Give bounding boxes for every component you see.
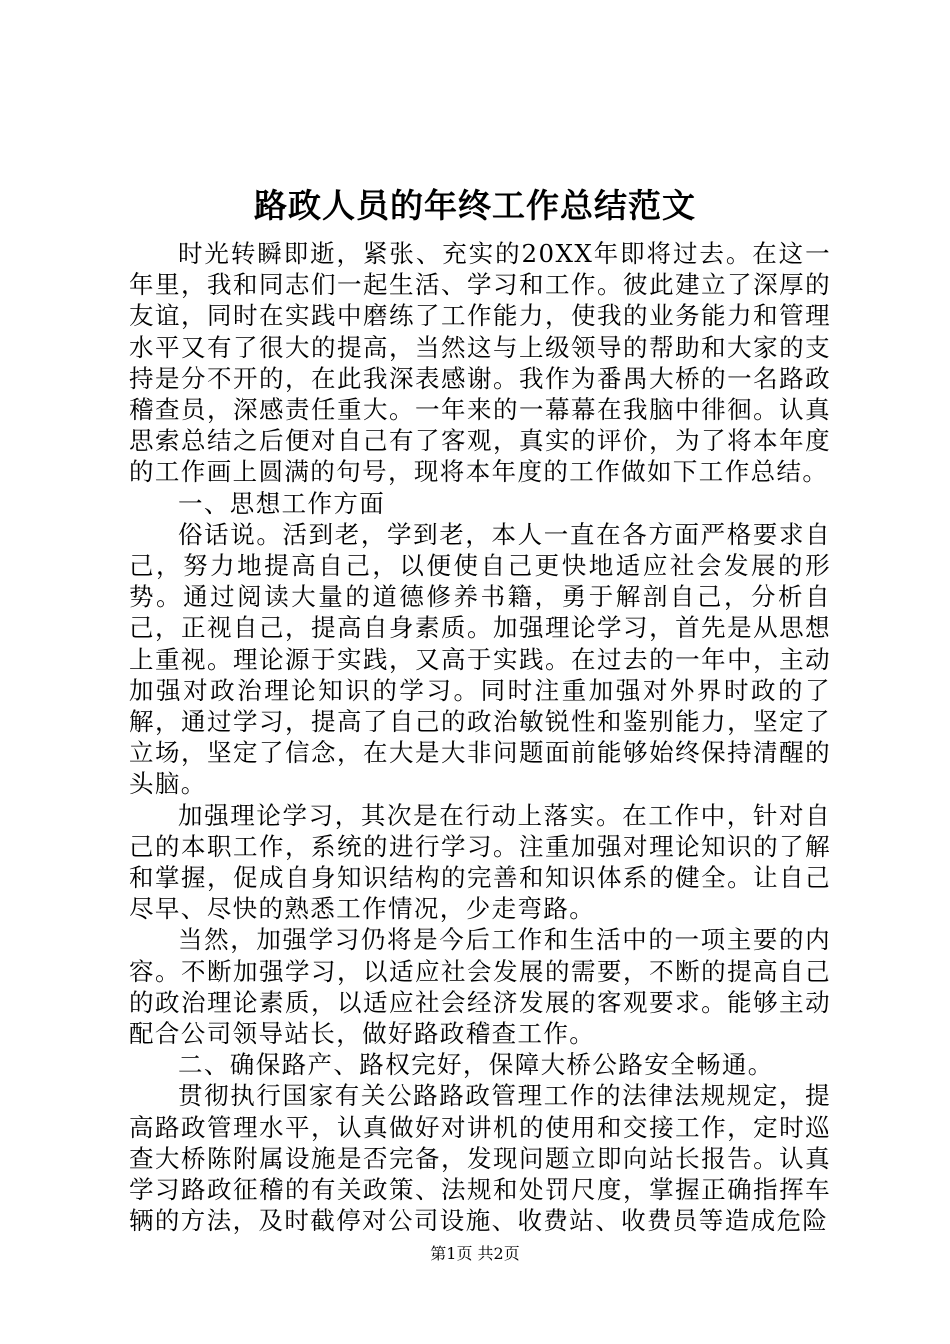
paragraph-road-management: 贯彻执行国家有关公路路政管理工作的法律法规规定，提高路政管理水平，认真做好对讲机的使用和交接工作，定时巡查大桥陈附属设施是否完备，发现问题立即向站长报告。认真学习路政征稽的有关政策、法规和处罚尺度，掌握正确指挥车辆的方法，及时截停对公司设施、收费站、收费员等造成危险 <box>129 1081 831 1236</box>
paragraph-thought-work: 俗话说。活到老，学到老，本人一直在各方面严格要求自己，努力地提高自己，以便使自己更快地适应社会发展的形势。通过阅读大量的道德修养书籍，勇于解剖自己，分析自己，正视自己，提高自身素质。加强理论学习，首先是从思想上重视。理论源于实践，又高于实践。在过去的一年中，主动加强对政治理论知识的学习。同时注重加强对外界时政的了解，通过学习，提高了自己的政治敏锐性和鉴别能力，坚定了立场，坚定了信念，在大是大非问题面前能够始终保持清醒的头脑。 <box>129 519 831 799</box>
document-title: 路政人员的年终工作总结范文 <box>254 186 696 225</box>
paragraph-study-action: 加强理论学习，其次是在行动上落实。在工作中，针对自己的本职工作，系统的进行学习。注重加强对理论知识的了解和掌握，促成自身知识结构的完善和知识体系的健全。让自己尽早、尽快的熟悉工作情况，少走弯路。 <box>129 800 831 924</box>
section-heading-1: 一、思想工作方面 <box>178 488 386 518</box>
page-number-footer: 第1页 共2页 <box>430 1244 520 1263</box>
paragraph-intro: 时光转瞬即逝，紧张、充实的20XX年即将过去。在这一年里，我和同志们一起生活、学习和工作。彼此建立了深厚的友谊，同时在实践中磨练了工作能力，使我的业务能力和管理水平又有了很大的提高，当然这与上级领导的帮助和大家的支持是分不开的，在此我深表感谢。我作为番禺大桥的一名路政稽查员，深感责任重大。一年来的一幕幕在我脑中徘徊。认真思索总结之后便对自己有了客观，真实的评价，为了将本年度的工作画上圆满的句号，现将本年度的工作做如下工作总结。 <box>129 239 831 487</box>
document-body <box>129 238 831 1237</box>
section-heading-2: 二、确保路产、路权完好，保障大桥公路安全畅通。 <box>178 1050 774 1080</box>
paragraph-future-study: 当然，加强学习仍将是今后工作和生活中的一项主要的内容。不断加强学习，以适应社会发展的需要，不断的提高自己的政治理论素质，以适应社会经济发展的客观要求。能够主动配合公司领导站长，做好路政稽查工作。 <box>129 925 831 1049</box>
